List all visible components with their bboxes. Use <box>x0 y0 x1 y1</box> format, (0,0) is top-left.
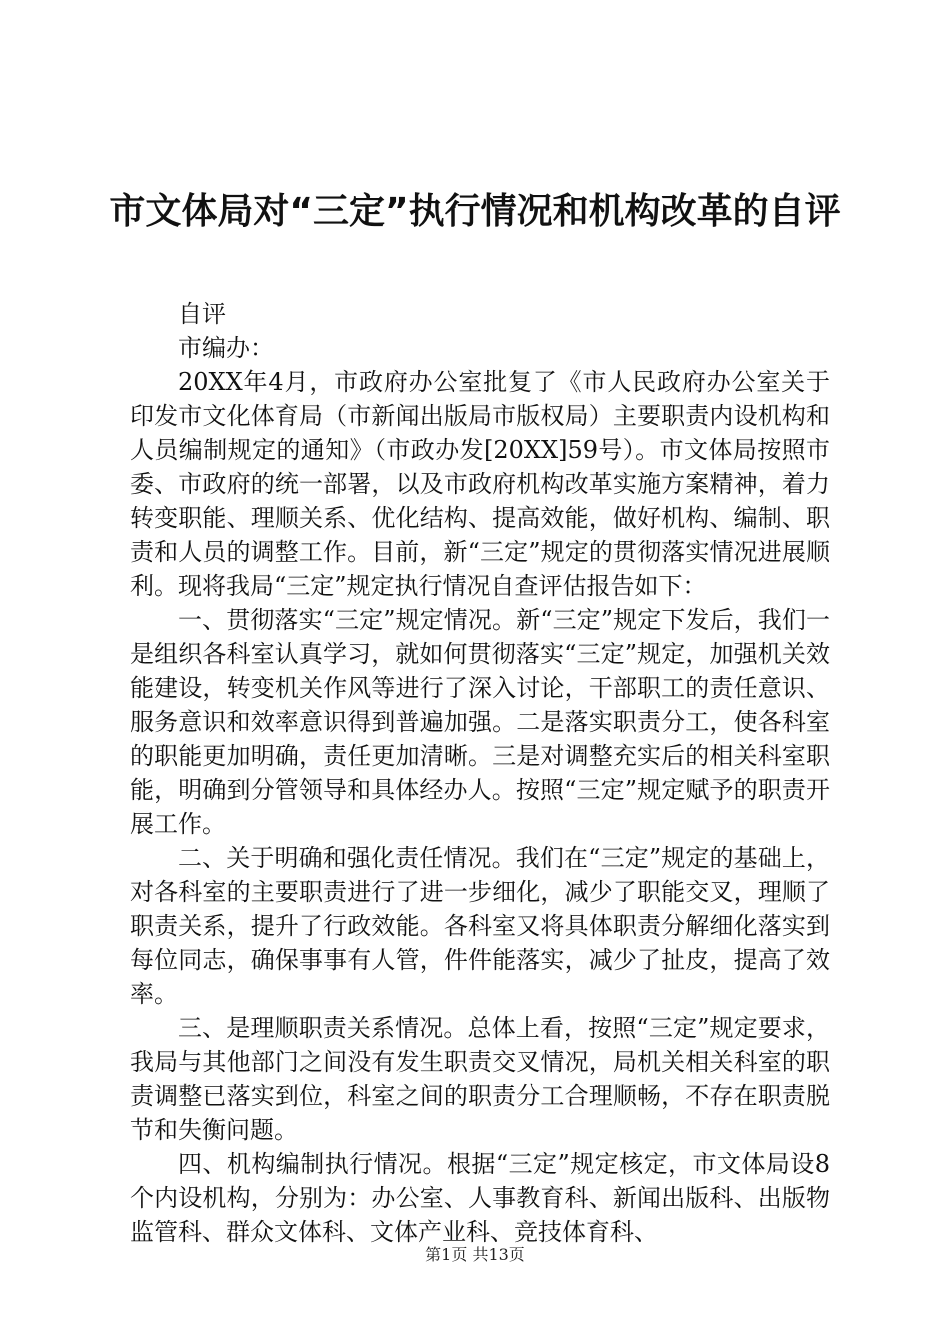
paragraph-section-1: 一、贯彻落实“三定”规定情况。新“三定”规定下发后，我们一是组织各科室认真学习，就如何贯彻落实“三定”规定，加强机关效能建设，转变机关作风等进行了深入讨论，干部职工的责任意识、服务意识和效率意识得到普遍加强。二是落实职责分工，使各科室的职能更加明确，责任更加清晰。三是对调整充实后的相关科室职能，明确到分管领导和具体经办人。按照“三定”规定赋予的职责开展工作。 <box>130 606 830 838</box>
document-body <box>130 297 830 1249</box>
document-title: 市文体局对“三定”执行情况和机构改革的自评 <box>109 191 841 232</box>
paragraph-section-3: 三、是理顺职责关系情况。总体上看，按照“三定”规定要求，我局与其他部门之间没有发生职责交叉情况，局机关相关科室的职责调整已落实到位，科室之间的职责分工合理顺畅，不存在职责脱节和失衡问题。 <box>130 1014 830 1144</box>
page-number: 第1页 共13页 <box>425 1245 525 1264</box>
subtitle: 自评 <box>178 300 226 328</box>
paragraph-section-4: 四、机构编制执行情况。根据“三定”规定核定，市文体局设8个内设机构，分别为：办公室、人事教育科、新闻出版科、出版物监管科、群众文体科、文体产业科、竞技体育科、 <box>130 1150 830 1246</box>
addressee: 市编办： <box>178 334 274 362</box>
paragraph-section-2: 二、关于明确和强化责任情况。我们在“三定”规定的基础上，对各科室的主要职责进行了进一步细化，减少了职能交叉，理顺了职责关系，提升了行政效能。各科室又将具体职责分解细化落实到每位同志，确保事事有人管，件件能落实，减少了扯皮，提高了效率。 <box>130 844 830 1008</box>
paragraph-intro: 20XX年4月，市政府办公室批复了《市人民政府办公室关于印发市文化体育局（市新闻出版局市版权局）主要职责内设机构和人员编制规定的通知》（市政办发[20XX]59号）。市文体局按照市委、市政府的统一部署，以及市政府机构改革实施方案精神，着力转变职能、理顺关系、优化结构、提高效能，做好机构、编制、职责和人员的调整工作。目前，新“三定”规定的贯彻落实情况进展顺利。现将我局“三定”规定执行情况自查评估报告如下： <box>130 368 830 600</box>
